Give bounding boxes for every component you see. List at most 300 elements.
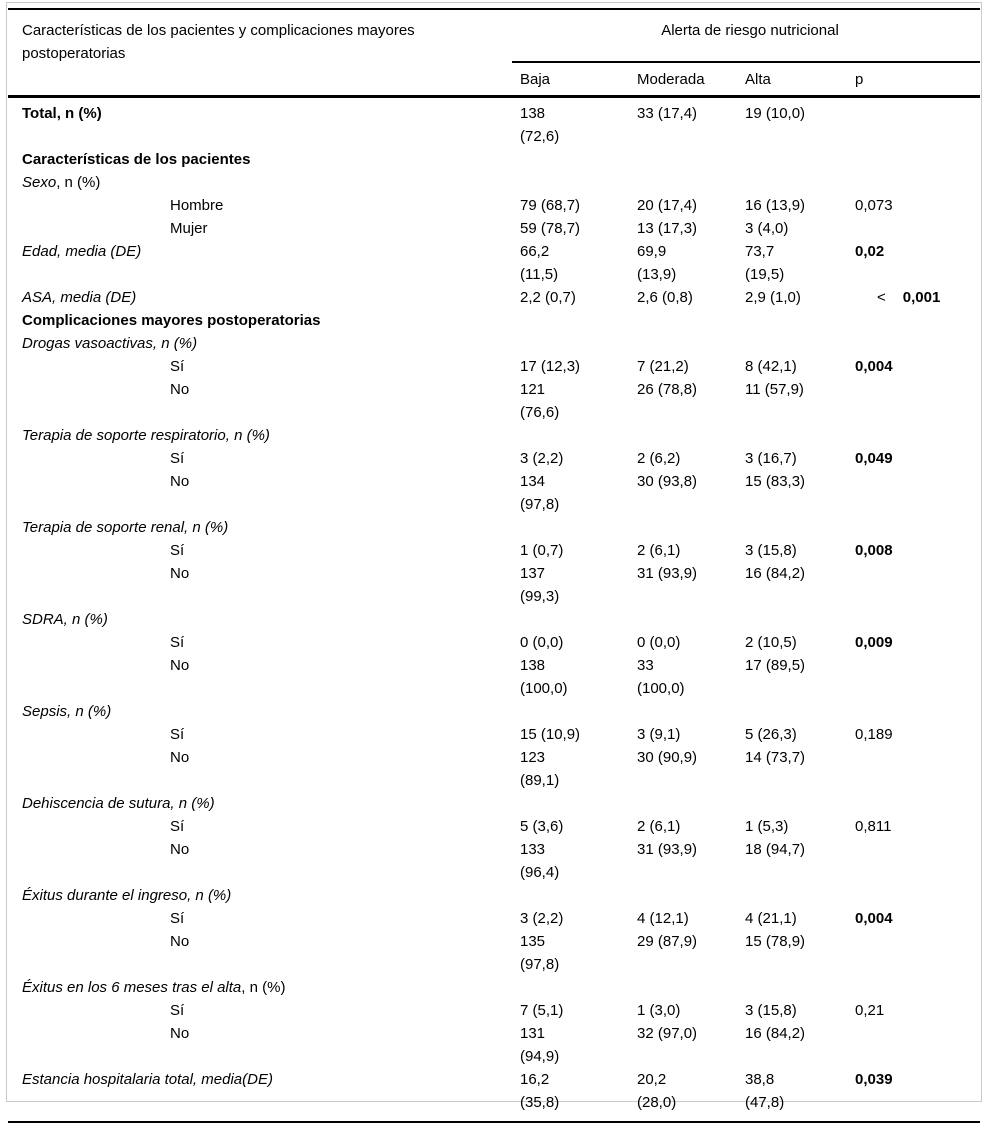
cell-alta (745, 792, 855, 815)
row-label-text: Total, n (%) (22, 105, 102, 122)
cell-line: 2,9 (1,0) (745, 289, 801, 306)
row-label-text: Sí (170, 450, 185, 467)
cell-p (855, 700, 980, 723)
cell-p (855, 171, 980, 194)
table-row (8, 746, 980, 792)
cell-line: 2,6 (0,8) (637, 289, 693, 306)
cell-p (855, 792, 980, 815)
row-label-text: No (170, 657, 190, 674)
table-row (8, 286, 980, 309)
row-label (22, 746, 520, 792)
table-row (8, 171, 980, 194)
cell-baja (520, 171, 637, 194)
table-row (8, 194, 980, 217)
row-label (22, 309, 520, 332)
cell-line: 0 (0,0) (637, 634, 681, 651)
cell-line: 3 (16,7) (745, 450, 797, 467)
cell-alta (745, 700, 855, 723)
cell-p (855, 631, 980, 654)
cell-p (855, 194, 980, 217)
row-label-text: Sí (170, 726, 185, 743)
row-label (22, 217, 520, 240)
row-label (22, 516, 520, 539)
cell-line: 33 (17,4) (637, 105, 698, 122)
cell-moderada (637, 792, 745, 815)
cell-line: 1 (3,0) (637, 1002, 681, 1019)
table-row (8, 930, 980, 976)
table-row (8, 907, 980, 930)
table-row (8, 240, 980, 286)
cell-moderada (637, 217, 745, 240)
cell-line: (94,9) (520, 1048, 560, 1065)
row-label (22, 470, 520, 516)
cell-line: 16 (13,9) (745, 197, 806, 214)
table-row (8, 631, 980, 654)
cell-baja (520, 1068, 637, 1114)
cell-moderada (637, 332, 745, 355)
cell-line: 13 (17,3) (637, 220, 698, 237)
cell-moderada (637, 999, 745, 1022)
cell-baja (520, 102, 637, 148)
row-label-text: Sí (170, 634, 185, 651)
row-label (22, 286, 520, 309)
cell-moderada (637, 700, 745, 723)
row-label-text: Sí (170, 1002, 185, 1019)
cell-p (855, 286, 980, 309)
cell-line: 15 (78,9) (745, 933, 806, 950)
cell-moderada (637, 815, 745, 838)
row-label-text: Sí (170, 910, 185, 927)
cell-line: (89,1) (520, 772, 560, 789)
cell-moderada (637, 447, 745, 470)
cell-baja (520, 1022, 637, 1068)
cell-p (855, 217, 980, 240)
cell-line: 137 (520, 565, 546, 582)
cell-alta (745, 930, 855, 976)
header-group (520, 10, 980, 95)
cell-line: 133 (520, 841, 546, 858)
cell-moderada (637, 723, 745, 746)
cell-line: 59 (78,7) (520, 220, 581, 237)
cell-alta (745, 746, 855, 792)
row-label-text: Sí (170, 542, 185, 559)
cell-moderada (637, 102, 745, 148)
cell-line: 17 (12,3) (520, 358, 581, 375)
cell-line: 16 (84,2) (745, 1025, 806, 1042)
cell-line: 32 (97,0) (637, 1025, 698, 1042)
cell-alta (745, 332, 855, 355)
cell-line: (35,8) (520, 1094, 560, 1111)
table-row (8, 1068, 980, 1114)
cell-line: 138 (520, 657, 546, 674)
cell-alta (745, 217, 855, 240)
table-header (8, 10, 980, 98)
cell-baja (520, 930, 637, 976)
row-label-text: Dehiscencia de sutura, n (%) (22, 795, 215, 812)
cell-p (855, 309, 980, 332)
cell-alta (745, 608, 855, 631)
cell-moderada (637, 148, 745, 171)
cell-line: (76,6) (520, 404, 560, 421)
cell-alta (745, 240, 855, 286)
cell-line: 2 (6,2) (637, 450, 681, 467)
cell-moderada (637, 539, 745, 562)
cell-moderada (637, 286, 745, 309)
row-label (22, 838, 520, 884)
row-label-text: ASA, media (DE) (22, 289, 137, 306)
cell-baja (520, 470, 637, 516)
row-label (22, 999, 520, 1022)
row-label-suffix: , n (%) (241, 979, 286, 996)
row-label (22, 240, 520, 286)
cell-p (855, 1022, 980, 1068)
table-frame (6, 2, 982, 1111)
cell-baja (520, 999, 637, 1022)
cell-baja (520, 148, 637, 171)
cell-line: 26 (78,8) (637, 381, 698, 398)
cell-baja (520, 378, 637, 424)
row-label-text: Éxitus durante el ingreso, n (%) (22, 887, 232, 904)
cell-p (855, 930, 980, 976)
table-row (8, 999, 980, 1022)
cell-line: 15 (83,3) (745, 473, 806, 490)
cell-line: 30 (90,9) (637, 749, 698, 766)
row-label-text: Sí (170, 818, 185, 835)
row-label (22, 424, 520, 447)
p-value-prefix: < (877, 289, 886, 306)
header-columns (520, 63, 980, 95)
cell-line: 1 (5,3) (745, 818, 789, 835)
cell-line: 11 (57,9) (745, 381, 804, 398)
row-label (22, 539, 520, 562)
cell-line: 18 (94,7) (745, 841, 806, 858)
row-label-text: No (170, 933, 190, 950)
cell-moderada (637, 838, 745, 884)
header-characteristics-label: Características de los pacientes y complicaciones mayores postoperatorias (22, 22, 415, 62)
row-label (22, 378, 520, 424)
cell-line: 30 (93,8) (637, 473, 698, 490)
cell-baja (520, 217, 637, 240)
p-value: 0,001 (902, 289, 941, 306)
cell-line: 73,7 (745, 243, 775, 260)
cell-moderada (637, 171, 745, 194)
cell-p (855, 815, 980, 838)
cell-baja (520, 654, 637, 700)
cell-p (855, 746, 980, 792)
table-row (8, 516, 980, 539)
cell-alta (745, 815, 855, 838)
cell-moderada (637, 746, 745, 792)
cell-baja (520, 286, 637, 309)
row-label (22, 562, 520, 608)
cell-alta (745, 999, 855, 1022)
cell-line: 123 (520, 749, 546, 766)
row-label (22, 332, 520, 355)
row-label (22, 1022, 520, 1068)
cell-line: 79 (68,7) (520, 197, 581, 214)
cell-line: 20 (17,4) (637, 197, 698, 214)
cell-line: 31 (93,9) (637, 841, 698, 858)
cell-moderada (637, 240, 745, 286)
column-header-baja: Baja (520, 70, 551, 88)
cell-alta (745, 355, 855, 378)
p-value: 0,008 (855, 542, 893, 559)
cell-alta (745, 309, 855, 332)
cell-line: 3 (4,0) (745, 220, 789, 237)
cell-baja (520, 447, 637, 470)
cell-p (855, 723, 980, 746)
row-label (22, 792, 520, 815)
table-row (8, 148, 980, 171)
cell-alta (745, 976, 855, 999)
row-label-text: No (170, 565, 190, 582)
cell-line: 66,2 (520, 243, 550, 260)
table-row (8, 815, 980, 838)
table-row (8, 608, 980, 631)
cell-baja (520, 194, 637, 217)
cell-baja (520, 838, 637, 884)
table-row (8, 378, 980, 424)
p-value: 0,811 (855, 818, 892, 835)
cell-baja (520, 746, 637, 792)
cell-p (855, 332, 980, 355)
cell-alta (745, 654, 855, 700)
cell-moderada (637, 194, 745, 217)
cell-line: (96,4) (520, 864, 560, 881)
cell-moderada (637, 424, 745, 447)
table-row (8, 654, 980, 700)
cell-line: 3 (2,2) (520, 910, 564, 927)
cell-alta (745, 378, 855, 424)
cell-baja (520, 355, 637, 378)
cell-alta (745, 884, 855, 907)
cell-alta (745, 286, 855, 309)
cell-baja (520, 562, 637, 608)
cell-p (855, 447, 980, 470)
cell-line: 69,9 (637, 243, 667, 260)
cell-p (855, 148, 980, 171)
table-row (8, 562, 980, 608)
cell-line: 16,2 (520, 1071, 550, 1088)
row-label-text: Terapia de soporte renal, n (%) (22, 519, 229, 536)
row-label (22, 815, 520, 838)
table-row (8, 884, 980, 907)
cell-p (855, 562, 980, 608)
cell-line: 4 (12,1) (637, 910, 689, 927)
row-label (22, 447, 520, 470)
cell-p (855, 654, 980, 700)
row-label-text: Éxitus en los 6 meses tras el alta (22, 979, 242, 996)
cell-moderada (637, 355, 745, 378)
table-row (8, 470, 980, 516)
cell-alta (745, 171, 855, 194)
cell-line: (13,9) (637, 266, 677, 283)
row-label-text: SDRA, n (%) (22, 611, 108, 628)
cell-line: (100,0) (637, 680, 685, 697)
p-value: 0,039 (855, 1071, 893, 1088)
row-label (22, 654, 520, 700)
cell-line: 20,2 (637, 1071, 667, 1088)
cell-line: 7 (21,2) (637, 358, 689, 375)
row-label (22, 723, 520, 746)
cell-p (855, 102, 980, 148)
table-row (8, 102, 980, 148)
cell-baja (520, 884, 637, 907)
cell-line: 135 (520, 933, 546, 950)
table-row (8, 539, 980, 562)
p-value: 0,21 (855, 1002, 885, 1019)
cell-line: 31 (93,9) (637, 565, 698, 582)
row-label-text: No (170, 473, 190, 490)
table-body (8, 98, 980, 1121)
cell-moderada (637, 562, 745, 608)
cell-p (855, 976, 980, 999)
row-label-text: Mujer (170, 220, 208, 237)
cell-line: 38,8 (745, 1071, 775, 1088)
table-row (8, 332, 980, 355)
cell-line: 3 (9,1) (637, 726, 681, 743)
cell-baja (520, 516, 637, 539)
cell-moderada (637, 930, 745, 976)
cell-line: 2 (10,5) (745, 634, 797, 651)
cell-alta (745, 631, 855, 654)
row-label (22, 884, 520, 907)
table-row (8, 792, 980, 815)
table-row (8, 355, 980, 378)
cell-line: 134 (520, 473, 546, 490)
cell-p (855, 470, 980, 516)
cell-baja (520, 700, 637, 723)
cell-moderada (637, 1022, 745, 1068)
cell-moderada (637, 378, 745, 424)
cell-line: 15 (10,9) (520, 726, 581, 743)
header-group-title: Alerta de riesgo nutricional (661, 22, 839, 39)
cell-line: (11,5) (520, 266, 559, 283)
cell-alta (745, 447, 855, 470)
row-label-text: No (170, 749, 190, 766)
row-label (22, 907, 520, 930)
row-label (22, 102, 520, 148)
cell-line: 138 (520, 105, 546, 122)
cell-p (855, 424, 980, 447)
row-label-text: Terapia de soporte respiratorio, n (%) (22, 427, 270, 444)
table-row (8, 838, 980, 884)
cell-alta (745, 838, 855, 884)
cell-moderada (637, 907, 745, 930)
cell-line: (28,0) (637, 1094, 677, 1111)
cell-baja (520, 976, 637, 999)
row-label-suffix: , n (%) (56, 174, 101, 191)
cell-moderada (637, 309, 745, 332)
row-label (22, 700, 520, 723)
p-value: 0,02 (855, 243, 885, 260)
cell-line: (97,8) (520, 956, 560, 973)
cell-line: (72,6) (520, 128, 560, 145)
cell-baja (520, 631, 637, 654)
cell-alta (745, 148, 855, 171)
cell-p (855, 999, 980, 1022)
cell-baja (520, 309, 637, 332)
cell-line: 33 (637, 657, 654, 674)
cell-alta (745, 470, 855, 516)
results-table (8, 8, 980, 1123)
cell-moderada (637, 884, 745, 907)
row-label-text: Complicaciones mayores postoperatorias (22, 312, 321, 329)
p-value: 0,009 (855, 634, 893, 651)
row-label-text: No (170, 1025, 190, 1042)
cell-line: (100,0) (520, 680, 568, 697)
row-label (22, 148, 520, 171)
cell-baja (520, 424, 637, 447)
cell-p (855, 355, 980, 378)
table-row (8, 424, 980, 447)
row-label (22, 355, 520, 378)
cell-line: 17 (89,5) (745, 657, 806, 674)
p-value: 0,049 (855, 450, 893, 467)
cell-line: 131 (520, 1025, 546, 1042)
cell-line: 5 (26,3) (745, 726, 797, 743)
cell-moderada (637, 631, 745, 654)
cell-line: 16 (84,2) (745, 565, 806, 582)
table-row (8, 723, 980, 746)
table-row (8, 976, 980, 999)
cell-alta (745, 1022, 855, 1068)
row-label-text: Sí (170, 358, 185, 375)
cell-alta (745, 539, 855, 562)
row-label-text: Sexo (22, 174, 57, 191)
cell-line: 3 (2,2) (520, 450, 564, 467)
cell-line: 8 (42,1) (745, 358, 797, 375)
cell-baja (520, 240, 637, 286)
cell-alta (745, 723, 855, 746)
cell-moderada (637, 516, 745, 539)
cell-line: 2 (6,1) (637, 818, 681, 835)
cell-line: 0 (0,0) (520, 634, 564, 651)
cell-moderada (637, 976, 745, 999)
cell-line: 14 (73,7) (745, 749, 806, 766)
cell-p (855, 240, 980, 286)
cell-alta (745, 424, 855, 447)
cell-line: 2,2 (0,7) (520, 289, 576, 306)
p-value: 0,073 (855, 197, 893, 214)
cell-line: 7 (5,1) (520, 1002, 564, 1019)
cell-moderada (637, 608, 745, 631)
row-label-text: Hombre (170, 197, 224, 214)
cell-alta (745, 194, 855, 217)
p-value: 0,004 (855, 358, 893, 375)
row-label (22, 171, 520, 194)
column-header-moderada: Moderada (637, 70, 705, 88)
cell-line: 121 (520, 381, 546, 398)
row-label-text: Drogas vasoactivas, n (%) (22, 335, 198, 352)
cell-alta (745, 907, 855, 930)
cell-baja (520, 723, 637, 746)
cell-baja (520, 608, 637, 631)
column-header-p: p (855, 70, 864, 88)
row-label-text: Sepsis, n (%) (22, 703, 112, 720)
cell-alta (745, 516, 855, 539)
cell-p (855, 838, 980, 884)
cell-line: (97,8) (520, 496, 560, 513)
p-value: 0,189 (855, 726, 893, 743)
cell-p (855, 1068, 980, 1114)
cell-line: 5 (3,6) (520, 818, 564, 835)
column-header-alta: Alta (745, 70, 771, 88)
cell-line: 29 (87,9) (637, 933, 698, 950)
table-row (8, 309, 980, 332)
cell-moderada (637, 470, 745, 516)
cell-baja (520, 907, 637, 930)
